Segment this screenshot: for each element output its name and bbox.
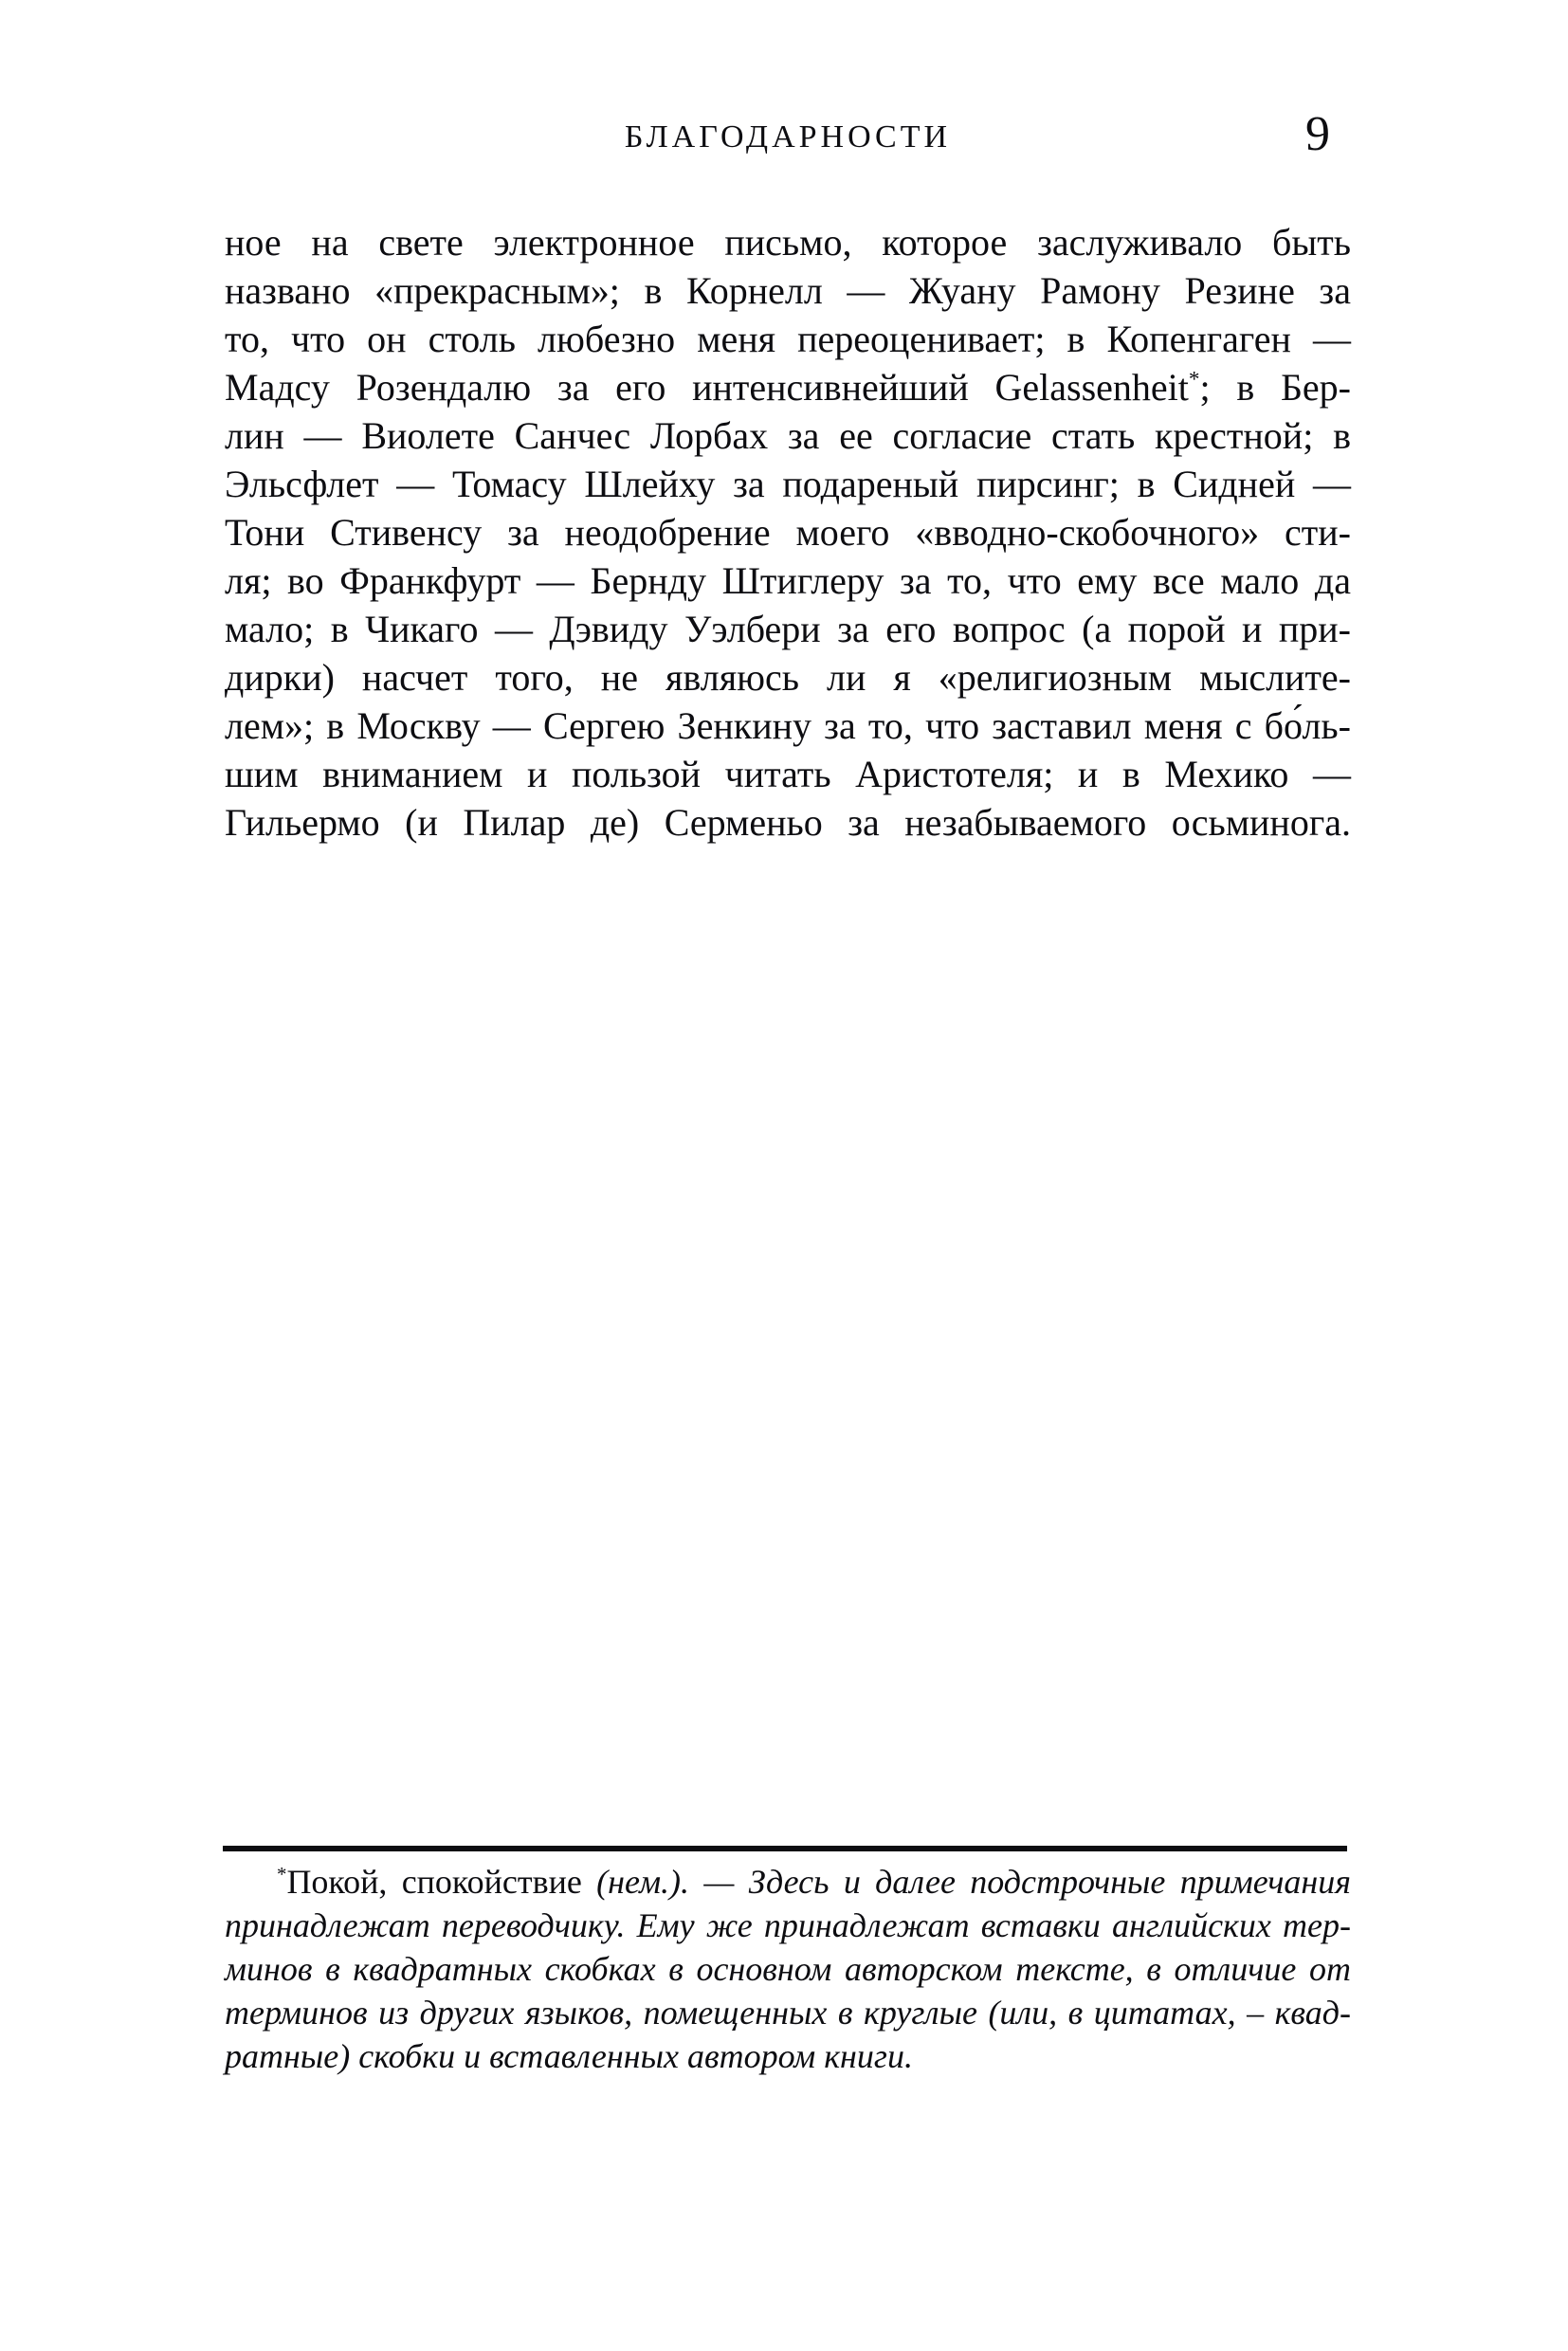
body-line: ля; во Франкфурт — Бернду Штиглеру за то, что ему все мало да — [225, 559, 1351, 602]
footnote-line: терминов из других языков, помещенных в круглые (или, в цитатах, – квад- — [225, 1994, 1351, 2032]
body-line-segment: ; в Бер- — [1199, 366, 1352, 409]
footnote-segment-italic: (нем.). — Здесь и далее подстрочные примечания — [596, 1863, 1351, 1901]
body-line: Эльсфлет — Томасу Шлейху за подареный пирсинг; в Сидней — — [225, 463, 1351, 505]
body-line: лем»; в Москву — Сергею Зенкину за то, что заставил меня с бо́ль- — [225, 704, 1351, 747]
footnote-block — [225, 1860, 1351, 2078]
body-line: дирки) насчет того, не являюсь ли я «религиозным мыслите- — [225, 656, 1351, 699]
body-line — [225, 363, 1351, 411]
footnote-line: принадлежат переводчику. Ему же принадлежат вставки английских тер- — [225, 1906, 1351, 1944]
body-line-segment: Мадсу Розендалю за его интенсивнейший Gelassenheit — [225, 366, 1189, 409]
footnote-reference-marker: * — [1188, 367, 1200, 392]
page-number: 9 — [1305, 107, 1330, 161]
footnote-line — [225, 1860, 1351, 1904]
footnote-line: минов в квадратных скобках в основном авторском тексте, в отличие от — [225, 1950, 1351, 1988]
footnote-segment-roman: Покой, спокойствие — [286, 1863, 597, 1901]
body-line: ное на свете электронное письмо, которое заслуживало быть — [225, 221, 1351, 264]
body-line: лин — Виолете Санчес Лорбах за ее согласие стать крестной; в — [225, 414, 1351, 457]
body-line: Гильермо (и Пилар де) Серменьо за незабываемого осьминога. — [225, 801, 1351, 844]
footnote-line: ратные) скобки и вставленных автором книги. — [225, 2037, 913, 2075]
body-line: Тони Стивенсу за неодобрение моего «вводно-скобочного» сти- — [225, 511, 1351, 554]
body-line: шим вниманием и пользой читать Аристотеля; и в Мехико — — [225, 753, 1351, 795]
footnote-separator-rule — [223, 1846, 1347, 1851]
body-line: то, что он столь любезно меня переоценивает; в Копенгаген — — [225, 318, 1351, 360]
body-line: мало; в Чикаго — Дэвиду Уэлбери за его вопрос (а порой и при- — [225, 608, 1351, 650]
footnote-marker: * — [277, 1863, 287, 1886]
body-text-block — [225, 218, 1351, 847]
running-head-title: БЛАГОДАРНОСТИ — [624, 119, 952, 155]
body-line: названо «прекрасным»; в Корнелл — Жуану Рамону Резине за — [225, 269, 1351, 312]
